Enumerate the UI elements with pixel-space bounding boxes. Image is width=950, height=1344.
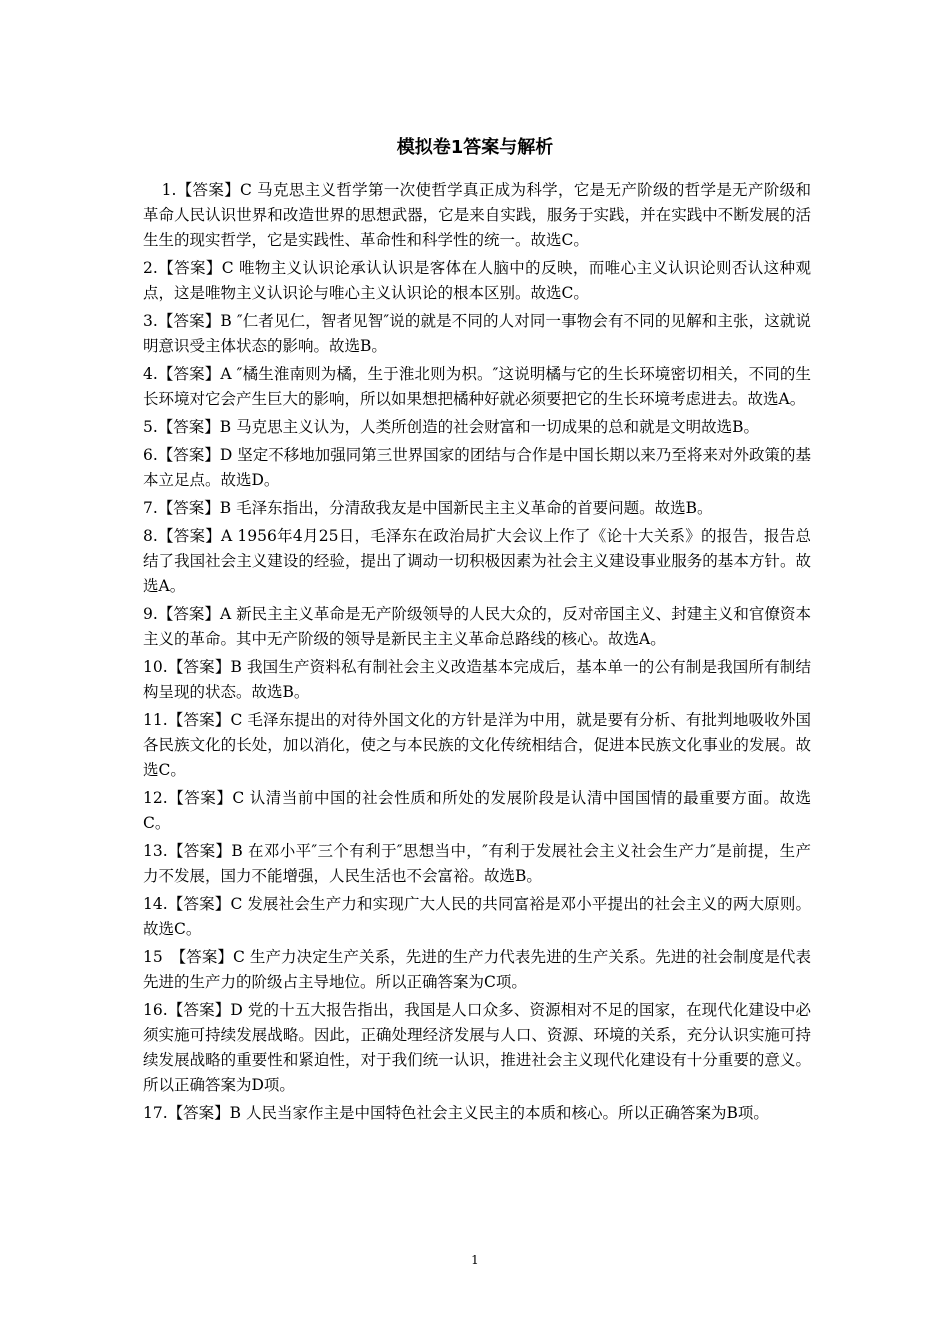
answer-item-4: 4.【答案】A ″橘生淮南则为橘，生于淮北则为枳。″这说明橘与它的生长环境密切相关，不同的生长环境对它会产生巨大的影响，所以如果想把橘种好就必须要把它的生长环境考虑进去。故选A。 xyxy=(143,365,811,408)
answer-item-13: 13.【答案】B 在邓小平″三个有利于″思想当中，″有利于发展社会主义社会生产力″是前提，生产力不发展，国力不能增强，人民生活也不会富裕。故选B。 xyxy=(143,842,811,885)
answer-item-1: 1.【答案】C 马克思主义哲学第一次使哲学真正成为科学，它是无产阶级的哲学是无产阶级和革命人民认识世界和改造世界的思想武器，它是来自实践，服务于实践，并在实践中不断发展的活生生的现实哲学，它是实践性、革命性和科学性的统一。故选C。 xyxy=(143,181,811,249)
answer-item-14: 14.【答案】C 发展社会生产力和实现广大人民的共同富裕是邓小平提出的社会主义的两大原则。故选C。 xyxy=(143,895,811,938)
answer-item-3: 3.【答案】B ″仁者见仁，智者见智″说的就是不同的人对同一事物会有不同的见解和主张，这就说明意识受主体状态的影响。故选B。 xyxy=(143,312,811,355)
answer-list xyxy=(143,178,811,1129)
page-number: 1 xyxy=(471,1253,479,1267)
answer-item-12: 12.【答案】C 认清当前中国的社会性质和所处的发展阶段是认清中国国情的最重要方面。故选C。 xyxy=(143,789,811,832)
page-title: 模拟卷1答案与解析 xyxy=(396,137,554,158)
answer-item-8: 8.【答案】A 1956年4月25日，毛泽东在政治局扩大会议上作了《论十大关系》的报告，报告总结了我国社会主义建设的经验，提出了调动一切积极因素为社会主义建设事业服务的基本方针。故选A。 xyxy=(143,527,811,595)
answer-item-17: 17.【答案】B 人民当家作主是中国特色社会主义民主的本质和核心。所以正确答案为B项。 xyxy=(143,1104,769,1122)
answer-item-16: 16.【答案】D 党的十五大报告指出，我国是人口众多、资源相对不足的国家，在现代化建设中必须实施可持续发展战略。因此，正确处理经济发展与人口、资源、环境的关系，充分认识实施可持续发展战略的重要性和紧迫性，对于我们统一认识，推进社会主义现代化建设有十分重要的意义。所以正确答案为D项。 xyxy=(143,1001,811,1094)
answer-item-6: 6.【答案】D 坚定不移地加强同第三世界国家的团结与合作是中国长期以来乃至将来对外政策的基本立足点。故选D。 xyxy=(143,446,811,489)
answer-item-5: 5.【答案】B 马克思主义认为，人类所创造的社会财富和一切成果的总和就是文明故选B。 xyxy=(143,418,759,436)
answer-item-7: 7.【答案】B 毛泽东指出，分清敌我友是中国新民主主义革命的首要问题。故选B。 xyxy=(143,499,713,517)
answer-item-10: 10.【答案】B 我国生产资料私有制社会主义改造基本完成后，基本单一的公有制是我国所有制结构呈现的状态。故选B。 xyxy=(143,658,811,701)
answer-item-15: 15 【答案】C 生产力决定生产关系，先进的生产力代表先进的生产关系。先进的社会制度是代表先进的生产力的阶级占主导地位。所以正确答案为C项。 xyxy=(143,948,811,991)
answer-item-2: 2.【答案】C 唯物主义认识论承认认识是客体在人脑中的反映，而唯心主义认识论则否认这种观点，这是唯物主义认识论与唯心主义认识论的根本区别。故选C。 xyxy=(143,259,811,302)
answer-item-9: 9.【答案】A 新民主主义革命是无产阶级领导的人民大众的，反对帝国主义、封建主义和官僚资本主义的革命。其中无产阶级的领导是新民主主义革命总路线的核心。故选A。 xyxy=(143,605,811,648)
answer-item-11: 11.【答案】C 毛泽东提出的对待外国文化的方针是洋为中用，就是要有分析、有批判地吸收外国各民族文化的长处，加以消化，使之与本民族的文化传统相结合，促进本民族文化事业的发展。故选C。 xyxy=(143,711,811,779)
